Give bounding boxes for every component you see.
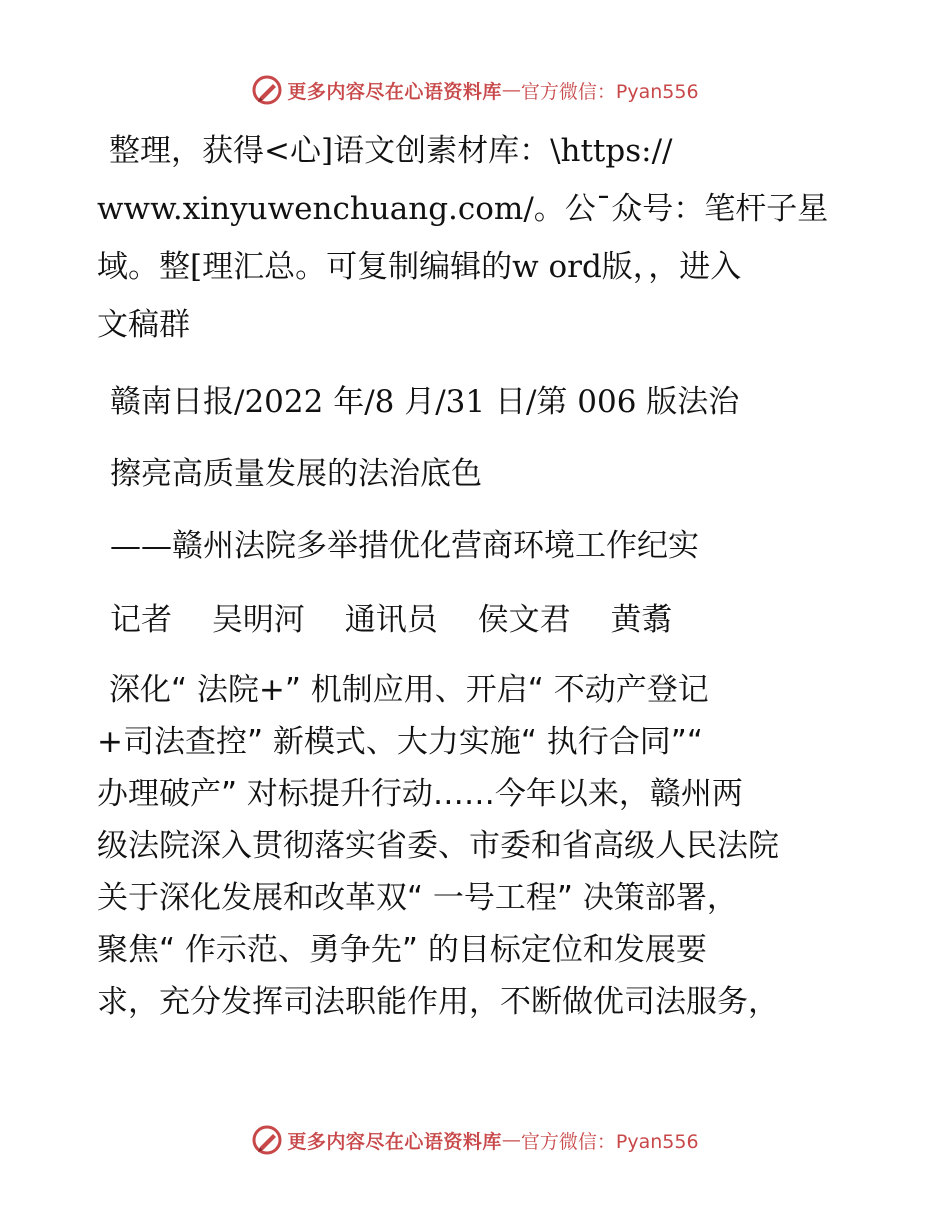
watermark-banner-top: [0, 70, 950, 110]
byline-role: 通讯员: [344, 602, 438, 638]
body-line: 级法院深入贯彻落实省委、市委和省高级人民法院: [97, 828, 779, 864]
watermark-separator: —: [501, 79, 521, 101]
body-line: 办理破产” 对标提升行动……今年以来，赣州两: [97, 776, 743, 812]
body-line: 聚焦“ 作示范、勇争先” 的目标定位和发展要: [97, 932, 707, 968]
byline-label: 记者: [110, 602, 172, 638]
watermark-text: 更多内容尽在心语资料库: [287, 1130, 502, 1153]
watermark-wechat: 官方微信：Pyan556: [520, 80, 699, 103]
watermark-wechat: 官方微信：Pyan556: [520, 1130, 699, 1153]
article-body: [97, 664, 857, 1028]
intro-line: www.xinyuwenchuang.com/。公¯众号：笔杆子星: [97, 191, 829, 227]
byline-correspondent: 黄翥: [610, 602, 673, 638]
intro-line: 文稿群: [97, 307, 190, 343]
watermark-banner-bottom: [0, 1120, 950, 1160]
intro-paragraph: [97, 122, 857, 354]
article-title: 擦亮高质量发展的法治底色: [110, 456, 482, 492]
pen-logo-icon: [251, 1124, 283, 1156]
intro-line: 整理，获得<心]语文创素材库：\https://: [109, 133, 673, 169]
article-subtitle: ——赣州法院多举措优化营商环境工作纪实: [110, 528, 699, 564]
body-line: 求，充分发挥司法职能作用，不断做优司法服务，: [97, 984, 779, 1020]
intro-line: 域。整[理汇总。可复制编辑的w ord版，，进入: [97, 249, 742, 285]
source-line: 赣南日报/2022 年/8 月/31 日/第 006 版法治: [110, 384, 740, 420]
body-line: 关于深化发展和改革双“ 一号工程” 决策部署，: [97, 880, 738, 916]
watermark-separator: —: [501, 1129, 521, 1151]
byline-reporter: 吴明河: [211, 602, 305, 638]
body-line: +司法查控” 新模式、大力实施“ 执行合同”“: [97, 724, 703, 760]
pen-logo-icon: [251, 74, 283, 106]
body-line: 深化“ 法院+” 机制应用、开启“ 不动产登记: [109, 672, 709, 708]
byline: [110, 594, 672, 639]
watermark-text: 更多内容尽在心语资料库: [287, 80, 502, 103]
byline-correspondent: 侯文君: [477, 602, 571, 638]
